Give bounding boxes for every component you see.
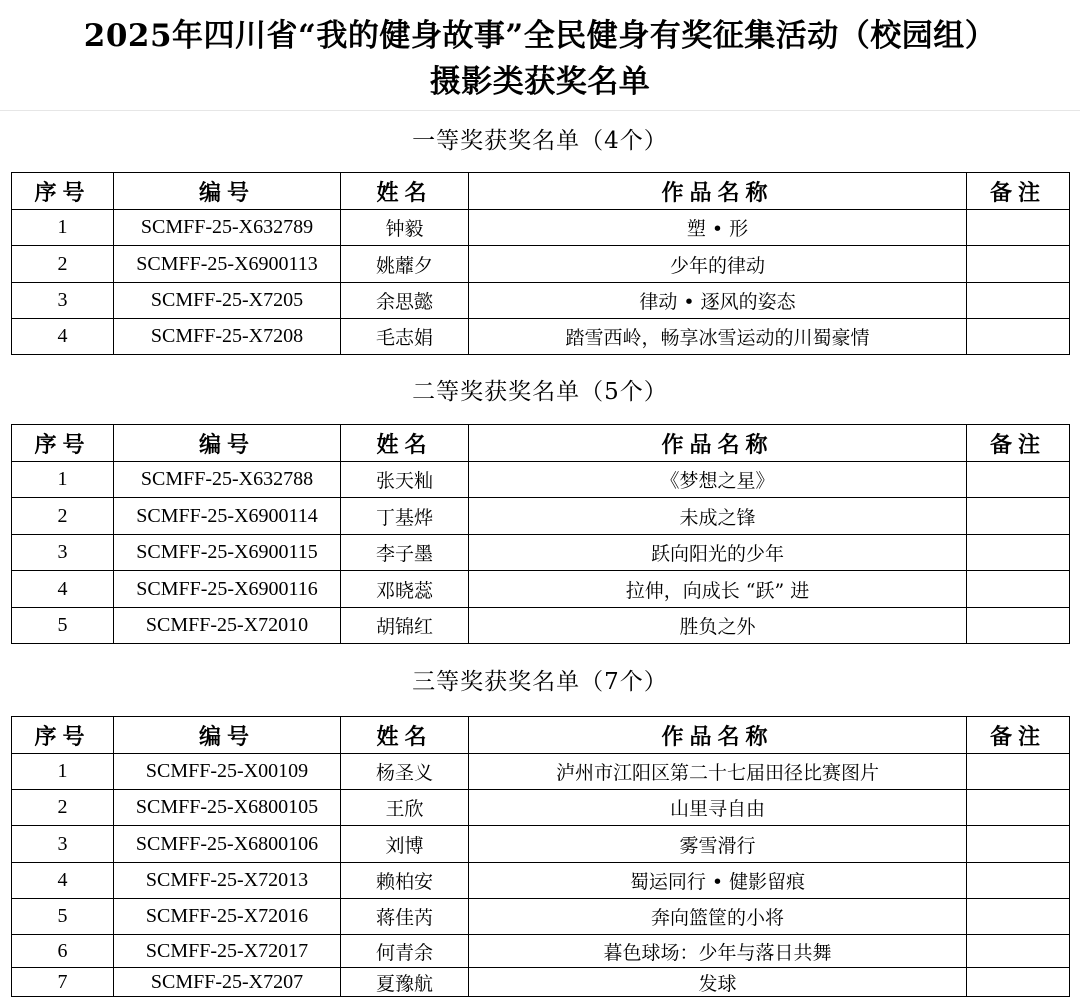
cell-code: SCMFF-25-X6900115 xyxy=(114,535,341,571)
cell-note xyxy=(967,968,1070,997)
cell-no: 2 xyxy=(12,246,114,283)
title-line-2: 摄影类获奖名单 xyxy=(429,64,651,100)
cell-name: 余思懿 xyxy=(341,283,469,319)
cell-note xyxy=(967,498,1070,535)
cell-code: SCMFF-25-X00109 xyxy=(114,754,341,790)
cell-no: 4 xyxy=(12,319,114,355)
first-prize-heading: 一等奖获奖名单（4个） xyxy=(412,128,668,154)
cell-name: 何青余 xyxy=(341,935,469,968)
cell-name: 王欣 xyxy=(341,790,469,826)
cell-note xyxy=(967,935,1070,968)
cell-work: 律动 • 逐风的姿态 xyxy=(469,283,967,319)
cell-code: SCMFF-25-X72010 xyxy=(114,608,341,644)
second-prize-heading: 二等奖获奖名单（5个） xyxy=(412,379,668,405)
cell-name: 毛志娟 xyxy=(341,319,469,355)
table-row xyxy=(12,246,1070,283)
cell-note xyxy=(967,790,1070,826)
column-header-work: 作品名称 xyxy=(469,425,967,462)
table-row xyxy=(12,863,1070,899)
cell-note xyxy=(967,462,1070,498)
cell-code: SCMFF-25-X7207 xyxy=(114,968,341,997)
cell-name: 姚蘼夕 xyxy=(341,246,469,283)
cell-no: 4 xyxy=(12,571,114,608)
table-header-row xyxy=(12,425,1070,462)
cell-code: SCMFF-25-X632788 xyxy=(114,462,341,498)
cell-work: 塑 • 形 xyxy=(469,210,967,246)
column-header-note: 备注 xyxy=(967,425,1070,462)
cell-code: SCMFF-25-X6800106 xyxy=(114,826,341,863)
cell-work: 暮色球场：少年与落日共舞 xyxy=(469,935,967,968)
column-header-work: 作品名称 xyxy=(469,717,967,754)
column-header-no: 序号 xyxy=(12,425,114,462)
table-header-row xyxy=(12,173,1070,210)
table-row xyxy=(12,319,1070,355)
cell-code: SCMFF-25-X72017 xyxy=(114,935,341,968)
column-header-no: 序号 xyxy=(12,717,114,754)
table-row xyxy=(12,283,1070,319)
third-prize-heading: 三等奖获奖名单（7个） xyxy=(412,669,668,695)
cell-work: 少年的律动 xyxy=(469,246,967,283)
column-header-no: 序号 xyxy=(12,173,114,210)
table-row xyxy=(12,210,1070,246)
cell-work: 发球 xyxy=(469,968,967,997)
cell-no: 3 xyxy=(12,535,114,571)
cell-code: SCMFF-25-X6900114 xyxy=(114,498,341,535)
table-row xyxy=(12,498,1070,535)
cell-work: 踏雪西岭，畅享冰雪运动的川蜀豪情 xyxy=(469,319,967,355)
table-row xyxy=(12,826,1070,863)
cell-no: 2 xyxy=(12,498,114,535)
third-prize-table xyxy=(11,716,1070,997)
column-header-code: 编号 xyxy=(114,173,341,210)
cell-no: 3 xyxy=(12,826,114,863)
cell-name: 赖柏安 xyxy=(341,863,469,899)
cell-name: 李子墨 xyxy=(341,535,469,571)
cell-note xyxy=(967,826,1070,863)
cell-no: 5 xyxy=(12,608,114,644)
cell-work: 《梦想之星》 xyxy=(469,462,967,498)
cell-work: 雾雪滑行 xyxy=(469,826,967,863)
cell-note xyxy=(967,571,1070,608)
cell-work: 跃向阳光的少年 xyxy=(469,535,967,571)
column-header-code: 编号 xyxy=(114,717,341,754)
cell-code: SCMFF-25-X7205 xyxy=(114,283,341,319)
table-row xyxy=(12,790,1070,826)
table-row xyxy=(12,935,1070,968)
cell-work: 蜀运同行 • 健影留痕 xyxy=(469,863,967,899)
cell-code: SCMFF-25-X6800105 xyxy=(114,790,341,826)
cell-work: 未成之锋 xyxy=(469,498,967,535)
cell-code: SCMFF-25-X6900116 xyxy=(114,571,341,608)
table-row xyxy=(12,899,1070,935)
cell-no: 6 xyxy=(12,935,114,968)
cell-work: 奔向篮筐的小将 xyxy=(469,899,967,935)
cell-no: 4 xyxy=(12,863,114,899)
table-row xyxy=(12,462,1070,498)
column-header-name: 姓名 xyxy=(341,425,469,462)
cell-no: 1 xyxy=(12,462,114,498)
cell-name: 邓晓蕊 xyxy=(341,571,469,608)
column-header-code: 编号 xyxy=(114,425,341,462)
cell-no: 1 xyxy=(12,754,114,790)
cell-name: 杨圣义 xyxy=(341,754,469,790)
cell-name: 夏豫航 xyxy=(341,968,469,997)
cell-name: 蒋佳芮 xyxy=(341,899,469,935)
cell-no: 1 xyxy=(12,210,114,246)
cell-note xyxy=(967,863,1070,899)
second-prize-table xyxy=(11,424,1070,644)
cell-name: 胡锦红 xyxy=(341,608,469,644)
cell-note xyxy=(967,319,1070,355)
cell-note xyxy=(967,754,1070,790)
column-header-work: 作品名称 xyxy=(469,173,967,210)
cell-work: 拉伸，向成长 “跃” 进 xyxy=(469,571,967,608)
column-header-note: 备注 xyxy=(967,173,1070,210)
cell-no: 2 xyxy=(12,790,114,826)
cell-name: 丁基烨 xyxy=(341,498,469,535)
cell-name: 张天籼 xyxy=(341,462,469,498)
cell-note xyxy=(967,899,1070,935)
first-prize-table xyxy=(11,172,1070,355)
cell-code: SCMFF-25-X72013 xyxy=(114,863,341,899)
cell-code: SCMFF-25-X632789 xyxy=(114,210,341,246)
table-row xyxy=(12,754,1070,790)
table-row xyxy=(12,608,1070,644)
document-title xyxy=(0,0,1080,111)
column-header-note: 备注 xyxy=(967,717,1070,754)
cell-no: 3 xyxy=(12,283,114,319)
cell-code: SCMFF-25-X7208 xyxy=(114,319,341,355)
cell-note xyxy=(967,210,1070,246)
cell-work: 山里寻自由 xyxy=(469,790,967,826)
table-header-row xyxy=(12,717,1070,754)
cell-code: SCMFF-25-X72016 xyxy=(114,899,341,935)
cell-work: 泸州市江阳区第二十七届田径比赛图片 xyxy=(469,754,967,790)
column-header-name: 姓名 xyxy=(341,717,469,754)
cell-no: 7 xyxy=(12,968,114,997)
table-row xyxy=(12,571,1070,608)
cell-name: 钟毅 xyxy=(341,210,469,246)
table-row xyxy=(12,968,1070,997)
cell-code: SCMFF-25-X6900113 xyxy=(114,246,341,283)
cell-no: 5 xyxy=(12,899,114,935)
cell-note xyxy=(967,535,1070,571)
cell-note xyxy=(967,246,1070,283)
table-row xyxy=(12,535,1070,571)
cell-work: 胜负之外 xyxy=(469,608,967,644)
cell-note xyxy=(967,283,1070,319)
column-header-name: 姓名 xyxy=(341,173,469,210)
title-line-1: 2025年四川省“我的健身故事”全民健身有奖征集活动（校园组） xyxy=(83,18,997,54)
cell-note xyxy=(967,608,1070,644)
cell-name: 刘博 xyxy=(341,826,469,863)
